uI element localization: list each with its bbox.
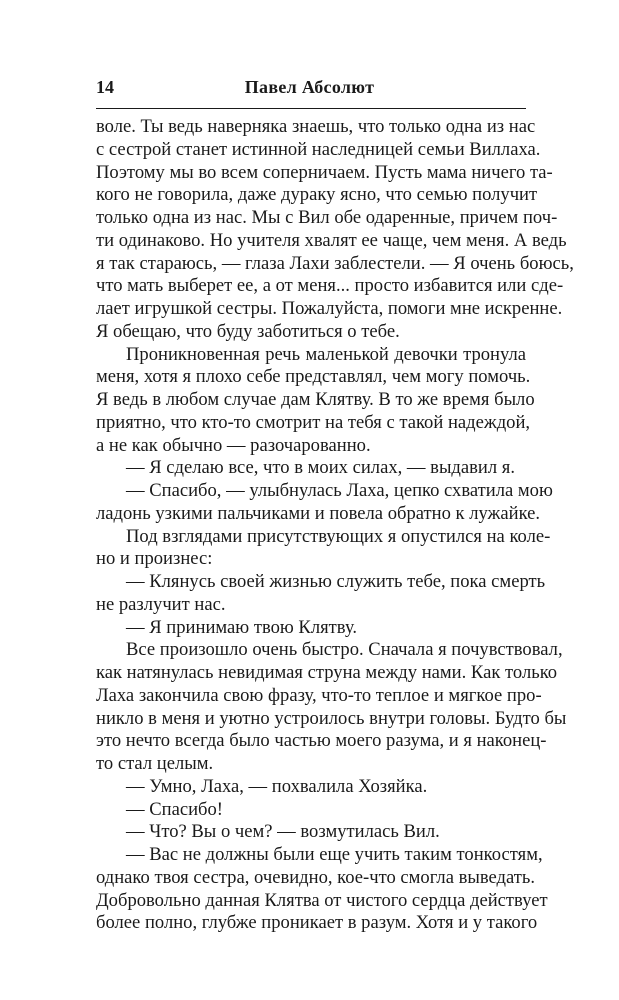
text-line: однако твоя сестра, очевидно, кое-что смогла выведать. <box>96 866 536 888</box>
paragraph <box>96 617 526 640</box>
text-line: что мать выберет ее, а от меня... просто избавится или сде- <box>96 275 564 297</box>
text-line: никло в меня и уютно устроилось внутри головы. Будто бы <box>96 707 567 729</box>
text-line: с сестрой станет истинной наследницей семьи Виллаха. <box>96 138 541 160</box>
paragraph <box>96 571 546 617</box>
text-line: а не как обычно — разочарованно. <box>96 434 371 456</box>
text-line: приятно, что кто-то смотрит на тебя с такой надеждой, <box>96 411 531 433</box>
text-line: кого не говорила, даже дураку ясно, что семью получит <box>96 184 538 206</box>
text-line: Все произошло очень быстро. Сначала я почувствовал, <box>126 639 563 661</box>
text-line: Лаха закончила свою фразу, что-то теплое и мягкое про- <box>96 684 542 706</box>
paragraph <box>96 343 535 458</box>
text-line: только одна из нас. Мы с Вил обе одаренные, причем поч- <box>96 207 558 228</box>
text-line: я так стараюсь, — глаза Лахи заблестели. — Я очень боюсь, <box>96 252 574 274</box>
text-line: — Что? Вы о чем? — возмутилась Вил. <box>126 821 440 843</box>
paragraph <box>96 457 526 480</box>
text-line: лает игрушкой сестры. Пожалуйста, помоги мне искренне. <box>96 298 563 319</box>
text-line: — Умно, Лаха, — похвалила Хозяйка. <box>126 775 428 797</box>
text-line: меня, хотя я плохо себе представлял, чем могу помочь. <box>96 366 531 388</box>
text-line: Поэтому мы во всем соперничаем. Пусть мама ничего та- <box>96 161 553 183</box>
text-line: Под взглядами присутствующих я опустился на коле- <box>126 525 551 547</box>
text-line: Я ведь в любом случае дам Клятву. В то же время было <box>96 389 535 410</box>
text-line: воле. Ты ведь наверняка знаешь, что только одна из нас <box>96 116 536 137</box>
text-line: но и произнес: <box>96 548 213 570</box>
text-line: ти одинаково. Но учителя хвалят ее чаще, чем меня. А ведь <box>96 229 567 251</box>
text-line: то стал целым. <box>96 753 214 774</box>
paragraph <box>96 821 526 844</box>
paragraph <box>96 525 551 572</box>
paragraph <box>96 480 553 526</box>
text-line: Проникновенная речь маленькой девочки тронула <box>126 343 526 365</box>
text-line: Я обещаю, что буду заботиться о тебе. <box>96 320 400 342</box>
paragraph <box>96 639 567 776</box>
page-number: 14 <box>96 77 114 97</box>
body-text <box>96 116 574 935</box>
paragraph <box>96 116 574 344</box>
paragraph <box>96 799 526 822</box>
header-rule <box>96 108 526 109</box>
text-line: это нечто всегда было частью моего разума, и я наконец- <box>96 730 547 752</box>
paragraph <box>96 776 526 799</box>
text-line: — Вас не должны были еще учить таким тонкостям, <box>126 844 543 865</box>
text-line: ладонь узкими пальчиками и повела обратно к лужайке. <box>96 502 541 524</box>
text-line: — Спасибо, — улыбнулась Лаха, цепко схватила мою <box>126 480 553 501</box>
text-line: — Я принимаю твою Клятву. <box>126 616 358 638</box>
text-line: — Я сделаю все, что в моих силах, — выдавил я. <box>126 457 516 479</box>
text-line: Добровольно данная Клятва от чистого сердца действует <box>96 889 548 911</box>
text-line: не разлучит нас. <box>96 593 226 615</box>
running-title: Павел Абсолют <box>244 77 375 97</box>
paragraph <box>96 844 548 935</box>
text-line: — Спасибо! <box>126 798 223 820</box>
text-line: — Клянусь своей жизнью служить тебе, пока смерть <box>126 571 546 592</box>
text-line: более полно, глубже проникает в разум. Хотя и у такого <box>96 912 538 934</box>
text-line: как натянулась невидимая струна между нами. Как только <box>96 662 558 683</box>
